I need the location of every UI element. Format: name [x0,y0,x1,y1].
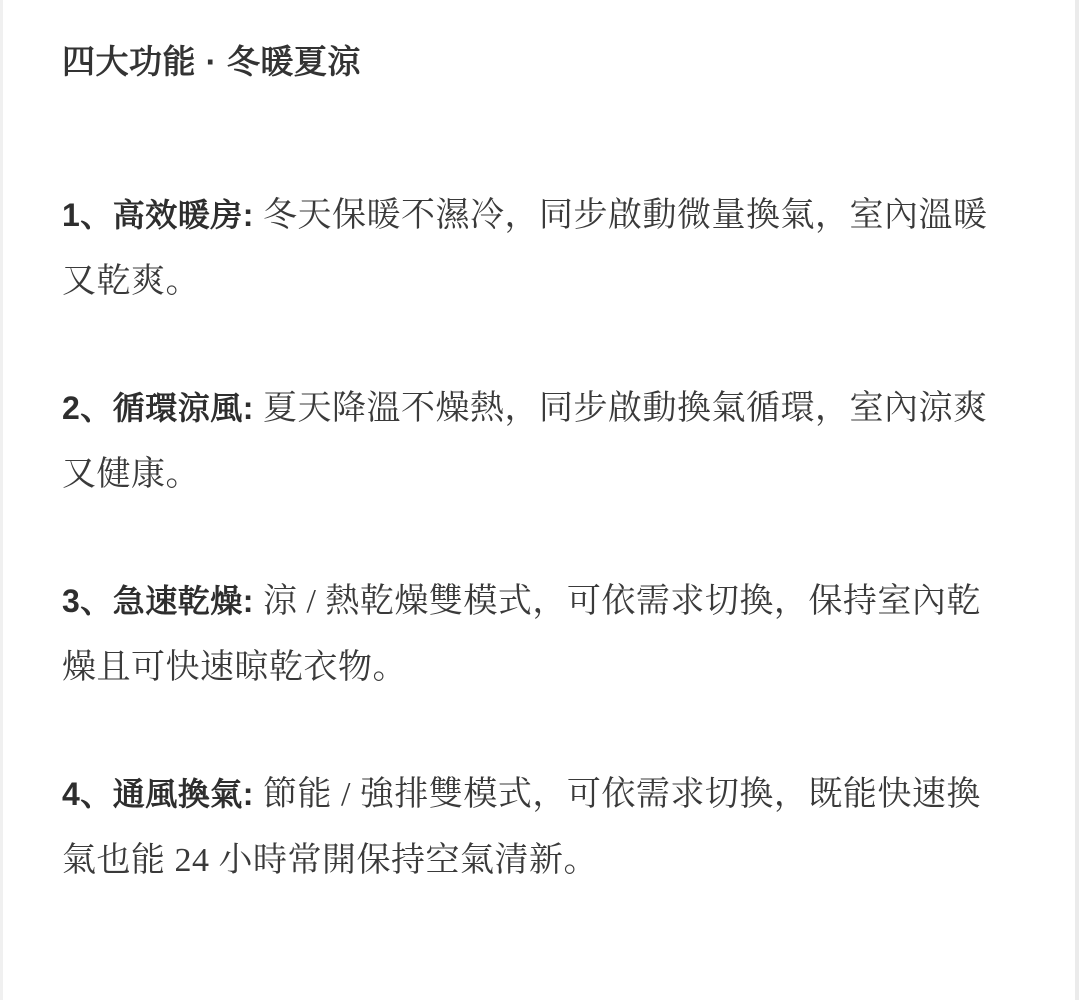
feature-paragraph-4 [62,701,1014,894]
feature-body-3: 涼 / 熱乾燥雙模式，可依需求切換，保持室內乾燥且可快速晾乾衣物。 [62,583,981,686]
feature-lead-4: 4、通風換氣: [62,776,254,812]
feature-lead-2: 2、循環涼風: [62,390,254,426]
feature-body-4: 節能 / 強排雙模式，可依需求切換，既能快速換氣也能 24 小時常開保持空氣清新。 [62,776,981,879]
feature-paragraph-2 [62,315,1014,508]
feature-body-2: 夏天降溫不燥熱，同步啟動換氣循環，室內涼爽又健康。 [62,390,988,493]
feature-lead-1: 1、高效暖房: [62,197,254,233]
feature-body-1: 冬天保暖不濕冷，同步啟動微量換氣，室內溫暖又乾爽。 [62,197,988,300]
page-title: 四大功能 · 冬暖夏涼 [62,43,361,80]
document-content [62,0,1014,894]
right-edge-divider [1075,0,1079,1000]
feature-lead-3: 3、急速乾燥: [62,583,254,619]
left-edge-divider [0,0,3,1000]
feature-paragraph-3 [62,508,1014,701]
feature-paragraph-1 [62,84,1014,315]
